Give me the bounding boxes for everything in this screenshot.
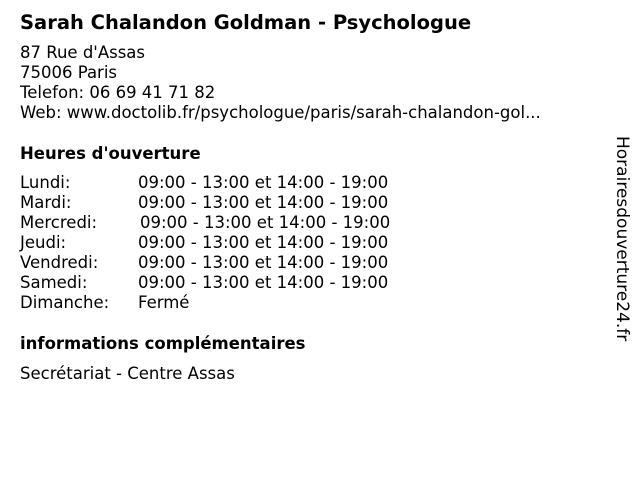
day-label: Mardi: [20, 193, 72, 212]
time-value: 09:00 - 13:00 et 14:00 - 19:00 [138, 273, 389, 292]
time-value: 09:00 - 13:00 et 14:00 - 19:00 [138, 193, 389, 212]
website-url: Web: www.doctolib.fr/psychologue/paris/sarah-chalandon-gol... [20, 103, 541, 122]
hours-heading: Heures d'ouverture [20, 144, 201, 163]
time-value: Fermé [138, 293, 190, 312]
time-value: 09:00 - 13:00 et 14:00 - 19:00 [138, 233, 389, 252]
page-title: Sarah Chalandon Goldman - Psychologue [20, 11, 472, 34]
day-label: Vendredi: [20, 253, 99, 272]
time-value: 09:00 - 13:00 et 14:00 - 19:00 [138, 253, 389, 272]
info-heading: informations complémentaires [20, 334, 306, 353]
day-label: Mercredi: [20, 213, 98, 232]
time-value: 09:00 - 13:00 et 14:00 - 19:00 [138, 173, 389, 192]
time-value: 09:00 - 13:00 et 14:00 - 19:00 [140, 213, 391, 232]
day-label: Lundi: [20, 173, 71, 192]
address-block [20, 43, 541, 123]
address-city: 75006 Paris [20, 63, 118, 82]
watermark-text: Horairesdouverture24.fr [612, 136, 632, 342]
info-text: Secrétariat - Centre Assas [20, 364, 235, 383]
day-label: Samedi: [20, 273, 88, 292]
day-label: Dimanche: [20, 293, 110, 312]
phone-number: Telefon: 06 69 41 71 82 [20, 83, 216, 102]
day-label: Jeudi: [20, 233, 67, 252]
address-street: 87 Rue d'Assas [20, 43, 146, 62]
